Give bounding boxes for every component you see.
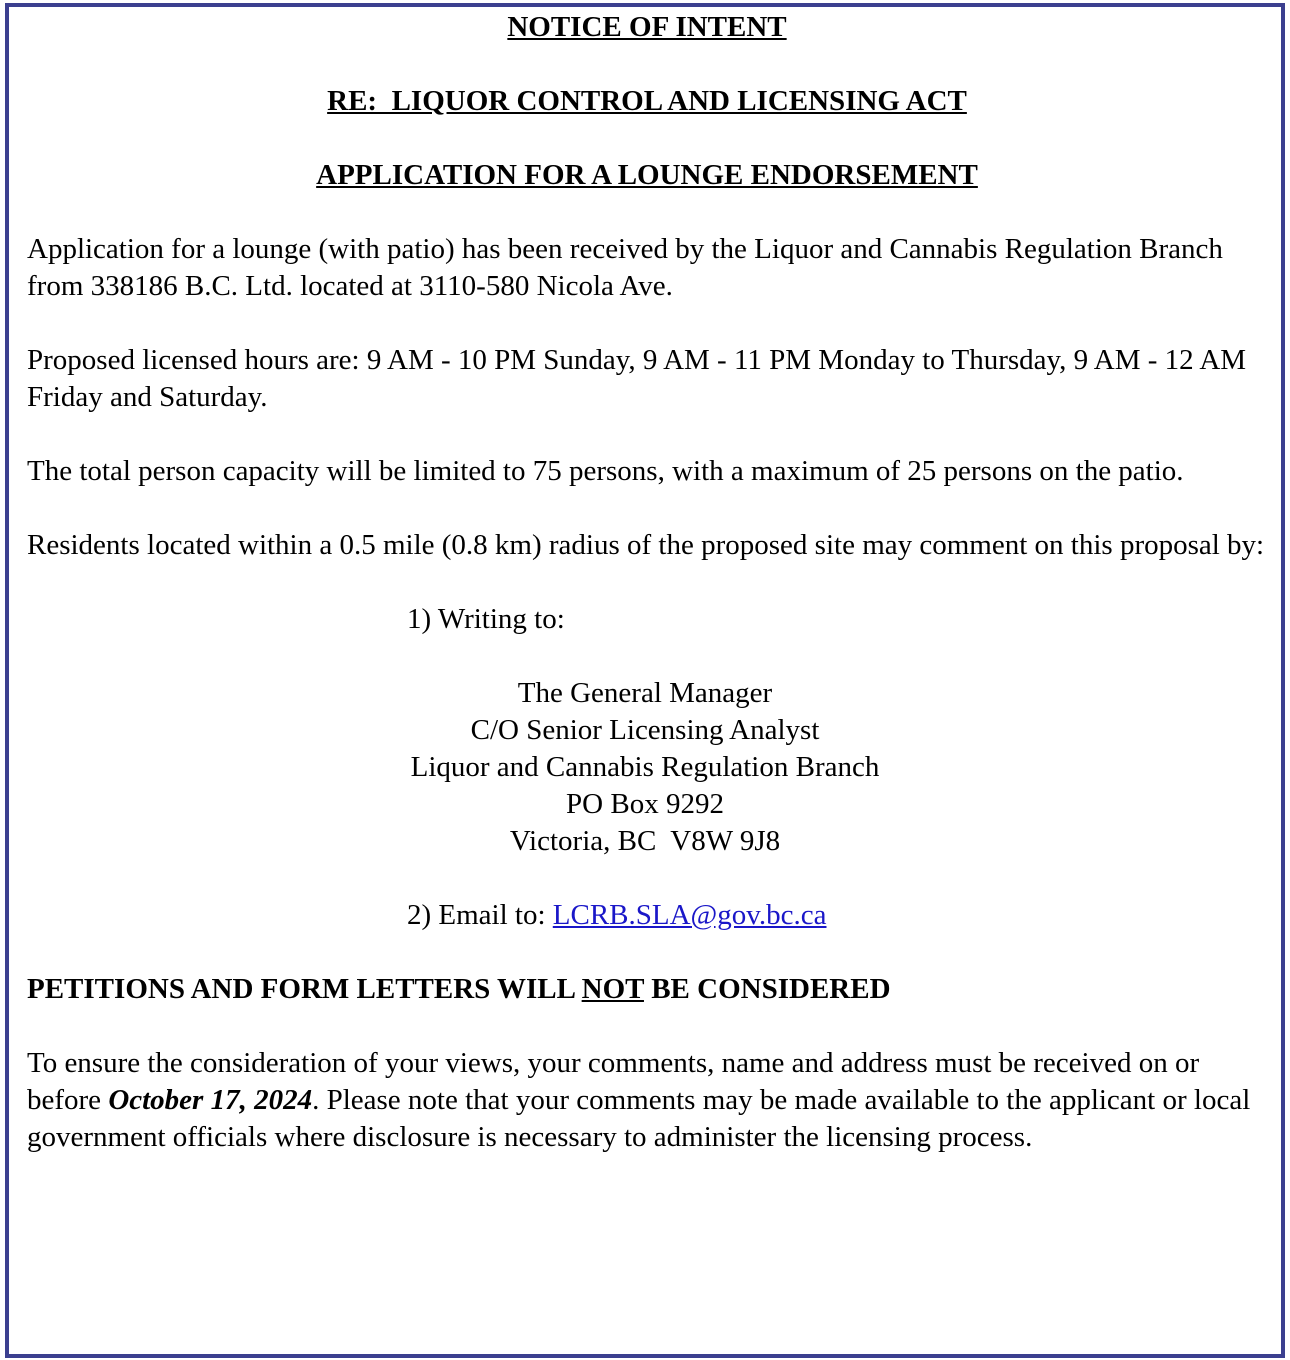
notice-document: [27, 9, 1267, 1156]
warning-post: BE CONSIDERED: [643, 973, 891, 1005]
address-line-1: The General Manager: [517, 677, 773, 709]
warning-line: [27, 971, 1267, 1008]
option-email-label: 2) Email to:: [407, 899, 553, 931]
email-link[interactable]: LCRB.SLA@gov.bc.ca: [552, 899, 827, 931]
address-line-2: C/O Senior Licensing Analyst: [470, 714, 820, 746]
address-line-5: Victoria, BC V8W 9J8: [509, 825, 781, 857]
warning-pre: PETITIONS AND FORM LETTERS WILL: [27, 973, 582, 1005]
option-email: [27, 897, 1267, 934]
hours-paragraph: Proposed licensed hours are: 9 AM - 10 PM Sunday, 9 AM - 11 PM Monday to Thursday, 9 AM - 12 AM Friday and Saturday.: [27, 344, 1247, 413]
re-line: RE: LIQUOR CONTROL AND LICENSING ACT: [327, 85, 967, 117]
closing-post: . Please note that your comments may be made available to the applicant or local government officials where disclosure is necessary to administer the licensing process.: [27, 1084, 1251, 1153]
capacity-paragraph: The total person capacity will be limited to 75 persons, with a maximum of 25 persons on the patio.: [27, 455, 1184, 487]
closing-pre: To ensure the consideration of your views, your comments, name and address must be received on or before: [27, 1047, 1200, 1116]
application-paragraph: Application for a lounge (with patio) has been received by the Liquor and Cannabis Regulation Branch from 338186 B.C. Ltd. located at 3110-580 Nicola Ave.: [27, 233, 1223, 302]
residents-paragraph: Residents located within a 0.5 mile (0.8 km) radius of the proposed site may comment on this proposal by:: [27, 529, 1265, 561]
option-writing: 1) Writing to:: [407, 603, 565, 635]
address-line-3: Liquor and Cannabis Regulation Branch: [410, 751, 880, 783]
notice-title: NOTICE OF INTENT: [507, 11, 787, 43]
closing-paragraph: [27, 1045, 1267, 1156]
closing-date: October 17, 2024: [108, 1084, 313, 1116]
mailing-address: [27, 675, 1267, 860]
notice-subtitle: APPLICATION FOR A LOUNGE ENDORSEMENT: [316, 159, 978, 191]
address-line-4: PO Box 9292: [566, 788, 724, 820]
warning-not: NOT: [581, 973, 644, 1005]
